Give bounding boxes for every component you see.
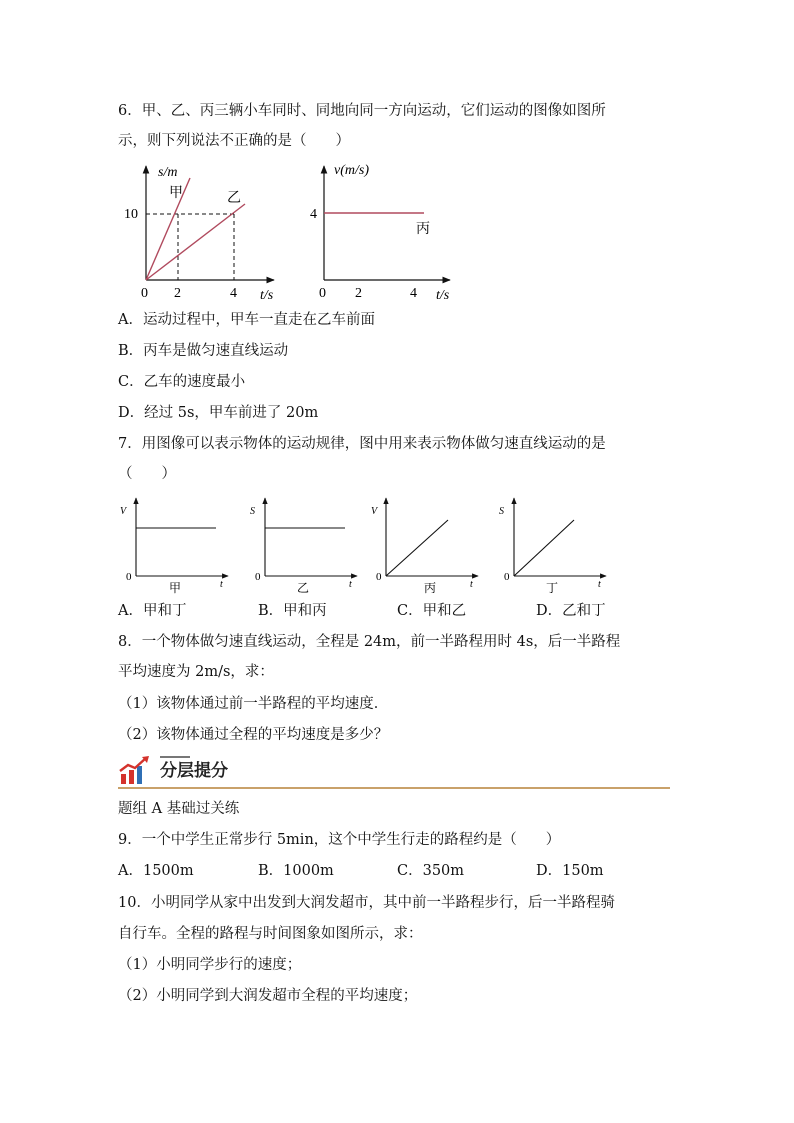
q9-option-a[interactable]: A．1500m [118,863,194,879]
q6g1-x-tick-0: 0 [141,286,148,301]
q7-graph-bing [366,494,484,598]
q6-option-d[interactable]: D．经过 5s，甲车前进了 20m [118,405,319,421]
q10-sub-2: （2）小明同学到大润发超市全程的平均速度； [118,988,418,1004]
q9-option-d[interactable]: D．150m [536,863,604,879]
q6g1-y-label: s/m [158,165,178,180]
trend-chart-icon [118,754,154,786]
q7g3-x-label: t [470,579,473,590]
q7-option-b[interactable]: B．甲和丙 [258,603,327,619]
q7g4-x-label: t [598,579,601,590]
q7g2-origin: 0 [255,571,261,583]
q7g3-origin: 0 [376,571,382,583]
q6g1-x-tick-4: 4 [230,286,237,301]
q7g1-y-label: V [120,506,127,517]
q7g4-caption: 丁 [546,581,559,595]
q6-option-b[interactable]: B．丙车是做匀速直线运动 [118,343,289,359]
q8-stem-line2: 平均速度为 2m/s，求： [118,664,274,680]
q6-option-c[interactable]: C．乙车的速度最小 [118,374,246,390]
section-title: 分层提分 [160,761,228,781]
q7-option-a[interactable]: A．甲和丁 [118,603,187,619]
q7g3-y-label: V [371,506,378,517]
q10-stem-line1: 10．小明同学从家中出发到大润发超市，其中前一半路程步行，后一半路程骑 [118,895,615,911]
q6g1-x-tick-2: 2 [174,286,181,301]
q7g3-caption: 丙 [424,581,437,595]
q7-option-d[interactable]: D．乙和丁 [536,603,606,619]
q7-stem-line1: 7．用图像可以表示物体的运动规律，图中用来表示物体做匀速直线运动的是 [118,436,606,452]
q6g1-line-label-jia: 甲 [169,186,183,201]
q8-sub-2: （2）该物体通过全程的平均速度是多少？ [118,727,389,743]
q6-stem-line2: 示，则下列说法不正确的是（ ） [118,133,350,149]
q9-stem: 9．一个中学生正常步行 5min，这个中学生行走的路程约是（ ） [118,832,561,848]
q7g4-origin: 0 [504,571,510,583]
q7-graph-jia [116,494,234,598]
q7g1-x-label: t [220,579,223,590]
q10-stem-line2: 自行车。全程的路程与时间图象如图所示，求： [118,926,423,942]
q6g2-x-label: t/s [436,288,450,302]
q6g1-y-tick: 10 [124,207,138,222]
q6g2-x-tick-4: 4 [410,286,417,301]
q6g2-x-tick-2: 2 [355,286,362,301]
q6-graph-st [118,160,288,302]
q8-sub-1: （1）该物体通过前一半路程的平均速度． [118,696,389,712]
q6g2-y-tick: 4 [310,207,317,222]
q7-stem-line2: （ ） [118,466,176,482]
q7g3-line [386,520,448,576]
q7g1-caption: 甲 [169,581,182,595]
q7g2-caption: 乙 [297,581,310,595]
q6g1-line-yi [146,204,245,280]
q6-stem-line1: 6．甲、乙、丙三辆小车同时、同地向同一方向运动，它们运动的图像如图所 [118,103,606,119]
section-divider [118,787,670,789]
q6g1-line-label-yi: 乙 [227,191,241,206]
q6-graph-vt [300,160,470,302]
q7g4-line [514,520,574,576]
q6-option-a[interactable]: A．运动过程中，甲车一直走在乙车前面 [118,312,375,328]
q6g2-x-tick-0: 0 [319,286,326,301]
q7-graph-ding [494,494,612,598]
q6g2-y-label: v(m/s) [334,163,369,178]
q7g2-x-label: t [349,579,352,590]
q7-option-c[interactable]: C．甲和乙 [397,603,467,619]
group-label: 题组 A 基础过关练 [118,801,240,817]
q8-stem-line1: 8．一个物体做匀速直线运动，全程是 24m，前一半路程用时 4s，后一半路程 [118,634,621,650]
q10-sub-1: （1）小明同学步行的速度； [118,957,302,973]
q6g1-x-label: t/s [260,288,274,302]
section-title-decor [160,756,190,758]
q9-option-b[interactable]: B．1000m [258,863,334,879]
q7g1-origin: 0 [126,571,132,583]
q7g4-y-label: S [499,506,504,517]
q6g2-line-label-bing: 丙 [416,222,430,237]
q7-graph-yi [245,494,363,598]
q6g1-line-jia [146,178,190,280]
q7g2-y-label: S [250,506,255,517]
q9-option-c[interactable]: C．350m [397,863,465,879]
